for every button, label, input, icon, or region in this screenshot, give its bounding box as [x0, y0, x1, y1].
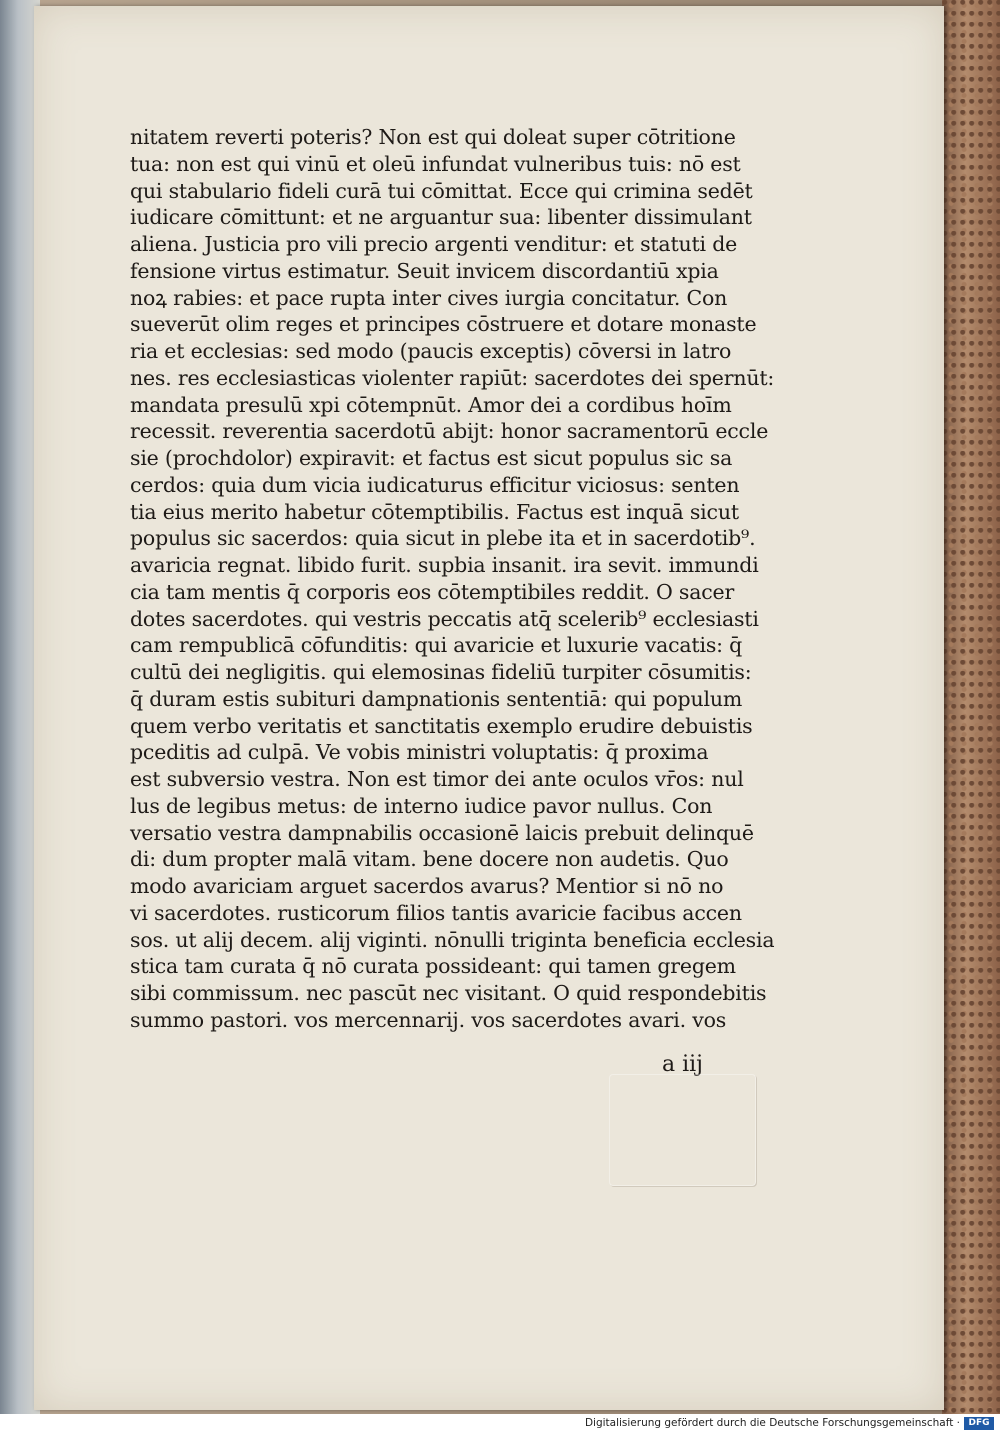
text-line: quem verbo veritatis et sanctitatis exemplo erudire debuistis [130, 713, 753, 738]
footer-bar [0, 1414, 1000, 1434]
text-line: di: dum propter malā vitam. bene docere non audetis. Quo [130, 847, 729, 872]
text-line: lus de legibus metus: de interno iudice pavor nullus. Con [130, 793, 713, 818]
text-line: cerdos: quia dum vicia iudicaturus efficitur viciosus: senten [130, 472, 740, 497]
text-line: mandata presulū xpi cōtempnūt. Amor dei a cordibus hoīm [130, 392, 732, 417]
text-line: sibi commissum. nec pascūt nec visitant. O quid respondebitis [130, 981, 767, 1005]
text-line: dotes sacerdotes. qui vestris peccatis atq̄ scelerib⁹ ecclesiasti [130, 606, 759, 631]
text-line: tia eius merito habetur cōtemptibilis. Factus est inquā sicut [130, 499, 739, 524]
marbled-cover-edge [942, 0, 1000, 1414]
text-line: cam rempublicā cōfunditis: qui avaricie et luxurie vacatis: q̄ [130, 633, 743, 658]
text-line: nitatem reverti poteris? Non est qui doleat super cōtritione [130, 125, 736, 149]
text-line: summo pastori. vos mercennarij. vos sacerdotes avari. vos [130, 1007, 727, 1032]
text-line: ria et ecclesias: sed modo (paucis exceptis) cōversi in latro [130, 339, 732, 363]
text-line: noꝝ rabies: et pace rupta inter cives iurgia concitatur. Con [130, 285, 728, 310]
blind-stamp [609, 1074, 756, 1186]
dfg-credit: Digitalisierung gefördert durch die Deutsche Forschungsgemeinschaft · [584, 1417, 960, 1429]
text-line: recessit. reverentia sacerdotū abijt: honor sacramentorū eccle [130, 419, 769, 444]
text-line: vi sacerdotes. rusticorum filios tantis avaricie facibus accen [130, 900, 742, 925]
text-line: avaricia regnat. libido furit. supbia insanit. ira sevit. immundi [130, 553, 759, 577]
text-line: nes. res ecclesiasticas violenter rapiūt: sacerdotes dei spernūt: [130, 365, 775, 390]
text-line: cultū dei negligitis. qui elemosinas fideliū turpiter cōsumitis: [130, 660, 752, 684]
text-line: iudicare cōmittunt: et ne arguantur sua: libenter dissimulant [130, 205, 752, 230]
text-line: qui stabulario fideli curā tui cōmittat. Ecce qui crimina sedēt [130, 178, 753, 203]
book-page [34, 6, 944, 1410]
text-line: tua: non est qui vinū et oleū infundat vulneribus tuis: nō est [130, 151, 741, 176]
text-line: sie (prochdolor) expiravit: et factus est sicut populus sic sa [130, 446, 733, 470]
text-line: modo avariciam arguet sacerdos avarus? Mentior si nō no [130, 874, 724, 898]
signature-mark: a iij [662, 1052, 704, 1077]
text-line: stica tam curata q̄ nō curata possideant: qui tamen gregem [130, 954, 736, 979]
text-block [130, 124, 775, 1034]
text-line: populus sic sacerdos: quia sicut in plebe ita et in sacerdotib⁹. [130, 526, 756, 551]
text-line: aliena. Justicia pro vili precio argenti venditur: et statuti de [130, 232, 738, 256]
text-line: sos. ut alij decem. alij viginti. nōnulli triginta beneficia ecclesia [130, 927, 775, 952]
text-line: versatio vestra dampnabilis occasionē laicis prebuit delinquē [130, 820, 754, 845]
dfg-logo: DFG [964, 1417, 994, 1430]
text-line: cia tam mentis q̄ corporis eos cōtemptibiles reddit. O sacer [130, 579, 735, 604]
text-line: fensione virtus estimatur. Seuit invicem discordantiū xpia [130, 258, 719, 283]
text-line: est subversio vestra. Non est timor dei ante oculos vr̄os: nul [130, 767, 744, 791]
text-line: q̄ duram estis subituri dampnationis sententiā: qui populum [130, 686, 743, 711]
text-line: pceditis ad culpā. Ve vobis ministri voluptatis: q̄ proxima [130, 740, 709, 765]
text-line: sueverūt olim reges et principes cōstruere et dotare monaste [130, 312, 757, 337]
